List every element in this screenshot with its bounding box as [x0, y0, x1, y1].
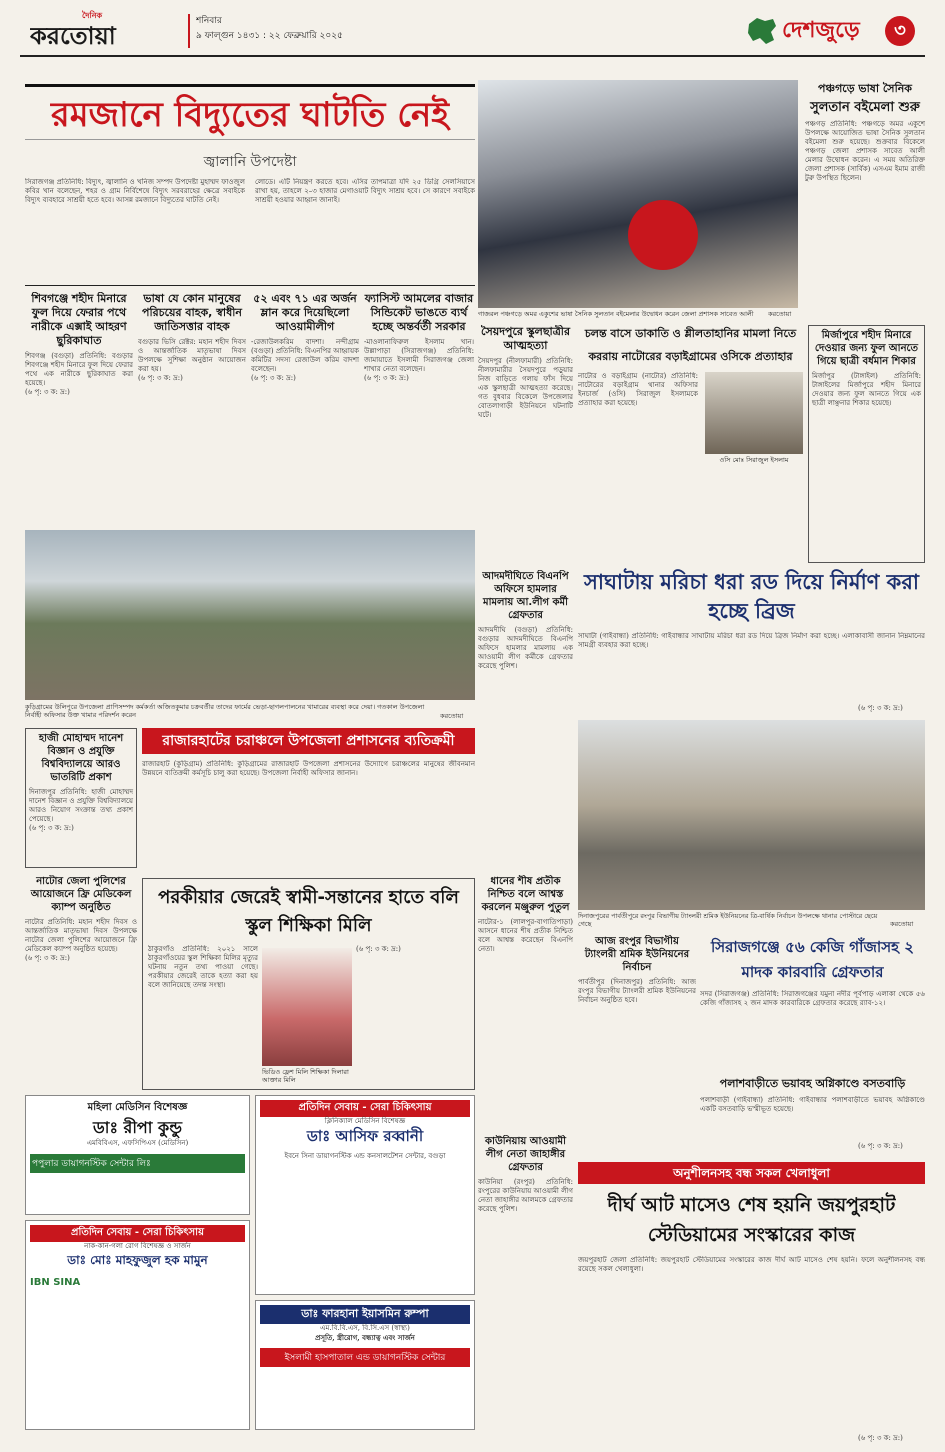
story-natore-police-headline: নাটোর জেলা পুলিশের আয়োজনে ফ্রি মেডিকেল ক্যাম্প অনুষ্ঠিত [30, 876, 132, 913]
oc-photo-caption: ওসি মোঃ সিরাজুল ইসলাম [719, 456, 789, 464]
story-language-headline: ভাষা যে কোন মানুষের পরিচয়ের বাহক, স্বাধীন জাতিসত্তার বাহক [142, 292, 242, 333]
story-leader-body: কাউনিয়া (রংপুর) প্রতিনিধি: রংপুরের কাউনিয়ায় আওয়ামী লীগ নেতা জাহাঙ্গীর আলমকে গ্রেফতার করেছে পুলিশ। [478, 1178, 573, 1213]
story-language-ref: (৬ পৃ: ৩ ক: দ্র:) [138, 374, 183, 382]
fire-ref: (৬ পৃ: ৩ ক: দ্র:) [858, 1142, 903, 1150]
masthead-divider [188, 14, 190, 48]
story-syndicate-headline: ফ্যাসিস্ট আমলের বাজার সিন্ডিকেট ভাঙতে ব্যর্থ হচ্ছে অন্তর্বর্তী সরকার [364, 292, 474, 333]
story-suicide-headline: সৈয়দপুরে স্কুলছাত্রীর আত্মহত্যা [481, 325, 570, 352]
story-52-71-headline: ৫২ এবং ৭১ এর অর্জন ম্লান করে দিয়েছিলো আওয়ামীলীগ [253, 292, 357, 333]
street-photo-credit: করতোয়া [890, 920, 914, 928]
ganja-body: সদর (সিরাজগঞ্জ) প্রতিনিধি: সিরাজগঞ্জের যমুনা নদীর পূর্বপাড় এলাকা থেকে ৫৬ কেজি গাঁজাসহ ২ জন মাদক কারবারিকে গ্রেফতার করেছে র‌্যাব-১২। [700, 990, 925, 1007]
bridge-ref: (৬ পৃ: ৩ ক: দ্র:) [858, 704, 903, 712]
stadium-headline: দীর্ঘ আট মাসেও শেষ হয়নি জয়পুরহাট স্টেডিয়ামের সংস্কারের কাজ [607, 1194, 896, 1246]
ad-rupa-clinic: পপুলার ডায়াগনস্টিক সেন্টার লিঃ [30, 1154, 245, 1173]
teacher-portrait-photo [262, 948, 352, 1066]
stadium-kicker: অনুশীলনসহ বন্ধ সকল খেলাধুলা [578, 1162, 925, 1184]
ad-rupa-degree: এমবিবিএস, এফসিপিএস (মেডিসিন) [86, 1139, 189, 1147]
lead-kicker: জ্বালানি উপদেষ্টা [203, 154, 297, 170]
street-photo-caption: দিনাজপুরের পার্বতীপুরে রংপুর বিভাগীয় ট্যাংলরী শ্রমিক ইউনিয়নের ত্রি-বার্ষিক নির্বাচন উপলক্ষে থানার পোস্টারে ছেয়ে গেছে [578, 912, 878, 928]
story-language [138, 292, 246, 522]
ad-asif [255, 1095, 475, 1295]
top-photo-caption: গাজরল পঞ্চগড়ে অমর একুশের ভাষা সৈনিক সুলতান বইমেলার উদ্বোধন করেন জেলা প্রশাসক সাবেত আলী [478, 310, 754, 318]
stadium-body: জয়পুরহাট জেলা প্রতিনিধি: জয়পুরহাট স্টেডিয়ামের সংস্কারের কাজ দীর্ঘ আট মাসেও শেষ হয়নি। ফলে অনুশীলনসহ বন্ধ রয়েছে সকল খেলাধুলা। [578, 1256, 925, 1273]
story-52-71-ref: (৬ পৃ: ৩ ক: দ্র:) [251, 374, 296, 382]
story-paddy [478, 875, 573, 1035]
sheep-farm-photo [25, 530, 475, 700]
story-haji-body: দিনাজপুর প্রতিনিধি: হাজী মোহাম্মদ দানেশ বিজ্ঞান ও প্রযুক্তি বিশ্ববিদ্যালয়ে আরও নিয়োগ সংক্রান্ত তথ্য প্রকাশ পেয়েছে। [29, 788, 133, 823]
poster-street-photo [578, 720, 925, 910]
ad-rumpa-clinic: ইসলামী হাসপাতাল এন্ড ডায়াগনস্টিক সেন্টার [260, 1348, 470, 1367]
ad-rupa [25, 1095, 250, 1215]
paper-top: দৈনিক [82, 11, 103, 20]
oc-portrait-photo [705, 372, 803, 454]
story-mirzapur [808, 325, 925, 563]
story-natore-police-body: নাটোর প্রতিনিধি: মহান শহীদ দিবস ও আন্তর্জাতিক মাতৃভাষা দিবস উপলক্ষে নাটোর জেলা পুলিশের আয়োজনে ফ্রি মেডিকেল ক্যাম্প অনুষ্ঠিত হয়েছে। [25, 918, 137, 953]
story-natore-police [25, 875, 137, 1035]
bridge-body: সাঘাটা (গাইবান্ধা) প্রতিনিধি: গাইবান্ধার সাঘাটায় মরিচা ধরা রড দিয়ে ব্রিজ নির্মাণ করা হচ্ছে। এলাকাবাসী জানান নিম্নমানের সামগ্রী ব্যবহার করা হচ্ছে। [578, 632, 925, 649]
story-suicide-body: সৈয়দপুর (নীলফামারী) প্রতিনিধি: নীলফামারীর সৈয়দপুরে পড়ুয়ার নিজ বাড়িতে গলায় ফাঁস দিয়ে এক স্কুলছাত্রী আত্মহত্যা করেছে। গত বুধবার বিকেলে উপজেলার বোতলাগাড়ী ইউনিয়নে ঘটনাটি ঘটে। [478, 357, 573, 419]
dateline [196, 14, 496, 48]
lead-headline: রমজানে বিদ্যুতের ঘাটতি নেই [25, 84, 475, 140]
fair-kicker: পঞ্চগড়ে ভাষা সৈনিক [818, 82, 912, 95]
ad-asif-clinic: ইবনে সিনা ডায়াগনস্টিক এন্ড কনসালটেশন সেন্টার, বগুড়া [284, 1152, 446, 1160]
teacher-photo-caption: ভিডিও ফ্লেশ মিলি শিক্ষিকা দিলারা আক্তার মিলি [262, 1068, 349, 1084]
story-union-body: পার্বতীপুর (দিনাজপুর) প্রতিনিধি: আজ রংপুর বিভাগীয় ট্যাংলরী শ্রমিক ইউনিয়নের নির্বাচন অনুষ্ঠিত হবে। [578, 978, 696, 1004]
story-awami [478, 570, 573, 710]
ad-mamun-title: প্রতিদিন সেবায় - সেরা চিকিৎসায় [30, 1225, 245, 1242]
teacher-headline: পরকীয়ার জেরেই স্বামী-সন্তানের হাতে বলি স্কুল শিক্ষিকা মিলি [158, 887, 459, 936]
ad-rumpa-name: ডাঃ ফারহানা ইয়াসমিন রুম্পা [260, 1305, 470, 1324]
ad-asif-name: ডাঃ আসিফ রব্বানী [306, 1127, 424, 1145]
story-haji [25, 728, 137, 868]
fair-body: পঞ্চগড় প্রতিনিধি: পঞ্চগড়ে অমর একুশে উপলক্ষে আয়োজিত ভাষা সৈনিক সুলতান বইমেলা শুরু হয়েছে। শুক্রবার বিকেলে পঞ্চগড় জেলা প্রশাসক সাবেত আলী মেলার উদ্বোধন করেন। এ সময় অতিরিক্ত জেলা প্রশাসক (সার্বিক) এসএম ইমাম রাজী টুরু উপস্থিত ছিলেন। [805, 120, 925, 182]
ad-asif-degree: ক্লিনিক্যাল মেডিসিন বিশেষজ্ঞ [324, 1117, 406, 1125]
section-name: দেশজুড়ে [782, 18, 860, 43]
page-number: ৩ [885, 16, 915, 46]
book-fair-photo [478, 80, 798, 308]
bangladesh-map-icon [745, 16, 779, 46]
story-52-71-body: -রেজাউলকরিম বাদশা। নন্দীগ্রাম (বগুড়া) প্রতিনিধি: বিএনপির আহ্বায়ক কমিটির সদস্য রেজাউল করিম বাদশা বলেছেন। [251, 338, 359, 373]
fire-body: পলাশবাড়ী (গাইবান্ধা) প্রতিনিধি: গাইবান্ধার পলাশবাড়ীতে ভয়াবহ অগ্নিকাণ্ডে একটি বসতবাড়ি ভস্মীভূত হয়েছে। [700, 1096, 925, 1113]
dacoity-body: নাটোর ও বড়াইগ্রাম (নাটোর) প্রতিনিধি: নাটোরের বড়াইগ্রাম থানার অফিসার ইনচার্জ (ওসি) সিরাজুল ইসলামকে প্রত্যাহার করা হয়েছে। [578, 372, 698, 407]
fair-logo-shape [628, 200, 698, 270]
ganja-headline: সিরাজগঞ্জে ৫৬ কেজি গাঁজাসহ ২ মাদক কারবারি গ্রেফতার [710, 938, 915, 981]
ad-rumpa [255, 1300, 475, 1430]
teacher-body: ঠাকুরগাঁও প্রতিনিধি: ২০২১ সালে ঠাকুরগাঁওয়ের স্কুল শিক্ষিকা মিলির মৃত্যুর ঘটনায় নতুন তথ্য পাওয়া গেছে। পরকীয়ার জেরেই তাকে হত্যা করা হয় বলে জানিয়েছে তদন্ত সংস্থা। [148, 945, 258, 989]
rajarhat-headline: রাজারহাটের চরাঞ্চলে উপজেলা প্রশাসনের ব্যতিক্রমী [142, 728, 475, 754]
story-shibganj-headline: শিবগঞ্জে শহীদ মিনারে ফুল দিয়ে ফেরার পথে নারীকে এক্সাই আহরণ ছুরিকাঘাত [31, 292, 127, 347]
fire-headline: পলাশবাড়ীতে ভয়াবহ অগ্নিকাণ্ডে বসতবাড়ি [719, 1077, 906, 1090]
story-awami-headline: আদমদীঘিতে বিএনপি অফিসে হামলার মামলায় আ.লীগ কর্মী গ্রেফতার [482, 571, 569, 621]
dacoity-subhead: কররায় নাটোরের বড়াইগ্রামের ওসিকে প্রত্যাহার [588, 350, 793, 363]
top-photo-credit: করতোয়া [768, 310, 792, 318]
rajarhat-body: রাজারহাট (কুড়িগ্রাম) প্রতিনিধি: কুড়িগ্রামের রাজারহাট উপজেলা প্রশাসনের উদ্যোগে চরাঞ্চলের মানুষের জীবনমান উন্নয়নে ব্যতিক্রমী কর্মসূচি চালু করা হয়েছে। উপজেলা নির্বাহী অফিসার জানান। [142, 760, 475, 777]
story-syndicate-body: -মাওলানাফিরুল ইসলাম খান। উল্লাপাড়া (সিরাজগঞ্জ) প্রতিনিধি: জামায়াতে ইসলামী সিরাজগঞ্জ জেলা শাখার নেতা বলেছেন। [364, 338, 474, 373]
ad-mamun-name: ডাঃ মোঃ মাহফুজুল হক মামুন [67, 1253, 208, 1267]
story-leader [478, 1135, 573, 1285]
lead-body-left: সিরাজগঞ্জ প্রতিনিধি: বিদ্যুৎ, জ্বালানি ও খনিজ সম্পদ উপদেষ্টা মুহাম্মদ ফাওজুল কবির খান বলেছেন, শহর ও গ্রাম নির্বিশেষে বিদ্যুৎ সরবরাহের ক্ষেত্রে সবাইকে বিদ্যুৎ ব্যবহারে সাশ্রয়ী হতে হবে। আসন্ন রমজানে বিদ্যুতের ঘাটতি নেই। [25, 178, 245, 204]
story-paddy-headline: ধানের শীষ প্রতীক নিশ্চিত বলে আশ্বস্ত করলেন মঞ্জুরুল পুতুল [481, 876, 570, 913]
story-union-headline: আজ রংপুর বিভাগীয় ট্যাংলরী শ্রমিক ইউনিয়নের নির্বাচন [584, 936, 690, 973]
ad-rupa-title: মহিলা মেডিসিন বিশেষজ্ঞ [87, 1102, 188, 1113]
story-mirzapur-body: মির্জাপুর (টাঙ্গাইল) প্রতিনিধি: টাঙ্গাইলের মির্জাপুরে শহীদ মিনারে দেওয়ার জন্য ফুল আনতে গিয়ে এক ছাত্রী লাঞ্ছনার শিকার হয়েছে। [812, 372, 921, 407]
story-haji-headline: হাজী মোহাম্মদ দানেশ বিজ্ঞান ও প্রযুক্তি বিশ্ববিদ্যালয়ে আরও ভাতরিটি প্রকাশ [38, 733, 124, 783]
masthead-rule [20, 55, 925, 57]
bridge-headline: সাঘাটায় মরিচা ধরা রড দিয়ে নির্মাণ করা হচ্ছে ব্রিজ [583, 570, 920, 623]
stadium-ref: (৬ পৃ: ৩ ক: দ্র:) [858, 1434, 903, 1442]
story-syndicate [364, 292, 474, 522]
sheep-photo-credit: করতোয়া [440, 712, 464, 720]
ad-rumpa-line: প্রসূতি, স্ত্রীরোগ, বন্ধ্যাত্ব এবং সার্জন [315, 1333, 415, 1342]
stories-rule [25, 285, 475, 286]
story-awami-body: আদমদীঘি (বগুড়া) প্রতিনিধি: বগুড়ার আদমদীঘিতে বিএনপি অফিসে হামলার মামলায় এক আওয়ামী লীগ কর্মীকে গ্রেফতার করেছে পুলিশ। [478, 626, 573, 670]
date-text: ৯ ফাল্গুন ১৪৩১ : ২২ ফেব্রুয়ারি ২০২৫ [196, 31, 343, 41]
story-natore-police-ref: (৬ পৃ: ৩ ক: দ্র:) [25, 954, 70, 962]
story-language-body: বগুড়ার ভিসি রেক্টর: মহান শহীদ দিবস ও আন্তর্জাতিক মাতৃভাষা দিবস উপলক্ষে সুশিক্ষা অনুষ্ঠান আয়োজন করা হয়। [138, 338, 246, 373]
ad-rupa-name: ডাঃ রীপা কুন্ডু [93, 1118, 182, 1137]
story-paddy-body: নাটোর-১ (লালপুর-বাগাতিপাড়া) আসনে ধানের শীষ প্রতীক নিশ্চিত বলে আশ্বস্ত করেছেন বিএনপি নেতা। [478, 918, 573, 953]
story-52-71 [251, 292, 359, 522]
story-shibganj-body: শিবগঞ্জ (বগুড়া) প্রতিনিধি: বগুড়ার শিবগঞ্জে শহীদ মিনারে ফুল দিয়ে ফেরার পথে এক নারীকে ছুরিকাঘাত করা হয়েছে। [25, 352, 133, 387]
ad-rumpa-degree: এম.বি.বি.এস, বি.সি.এস (স্বাস্থ্য) [320, 1324, 410, 1332]
ad-mamun-clinic: IBN SINA [30, 1277, 81, 1288]
teacher-ref: (৬ পৃ: ৩ ক: দ্র:) [356, 945, 401, 953]
story-haji-ref: (৬ পৃ: ৩ ক: দ্র:) [29, 824, 74, 832]
story-shibganj-ref: (৬ পৃ: ৩ ক: দ্র:) [25, 388, 70, 396]
story-leader-headline: কাউনিয়ায় আওয়ামী লীগ নেতা জাহাঙ্গীর গ্রেফতার [485, 1136, 566, 1173]
ad-mamun-degree: নাক-কান-গলা রোগ বিশেষজ্ঞ ও সার্জন [84, 1242, 191, 1250]
story-shibganj [25, 292, 133, 522]
paper-name: করতোয়া [30, 22, 116, 50]
paper-logo [30, 10, 190, 52]
dacoity-headline: চলন্ত বাসে ডাকাতি ও শ্লীলতাহানির মামলা নিতে [584, 327, 797, 340]
ad-asif-title: প্রতিদিন সেবায় - সেরা চিকিৎসায় [260, 1100, 470, 1117]
story-union [578, 935, 696, 1065]
sheep-photo-caption: কুড়িগ্রামের উলিপুরে উপজেলা প্রাণিসম্পদ কর্মকর্তা অজিতকুমার চক্রবর্তীর তাদের ফার্মের ভেড়া-ছাগলপালনের খামারের ব্যবস্থা করে দেয়া। গতকাল উপজেলা নির্বাহী অফিসার উক্ত খামার পরিদর্শন করেন [25, 703, 425, 719]
fair-headline: সুলতান বইমেলা শুরু [810, 100, 920, 115]
story-suicide [478, 325, 573, 565]
story-syndicate-ref: (৬ পৃ: ৩ ক: দ্র:) [364, 374, 409, 382]
lead-body-right: লোডে। এটি নিয়ন্ত্রণ করতে হবে। এসির তাপমাত্রা যদি ২৫ ডিগ্রি সেলসিয়াসে রাখা হয়, তাহলে ২–৩ হাজার মেগাওয়াট বিদ্যুৎ সাশ্রয় হবে। সে কারণে সবাইকে সাশ্রয়ী হওয়ার আহ্বান জানাই। [255, 178, 475, 204]
day-name: শনিবার [196, 16, 222, 26]
ad-mamun [25, 1220, 250, 1430]
story-mirzapur-headline: মির্জাপুরে শহীদ মিনারে দেওয়ার জন্য ফুল আনতে গিয়ে ছাত্রী বর্ধমান শিকার [814, 330, 919, 367]
